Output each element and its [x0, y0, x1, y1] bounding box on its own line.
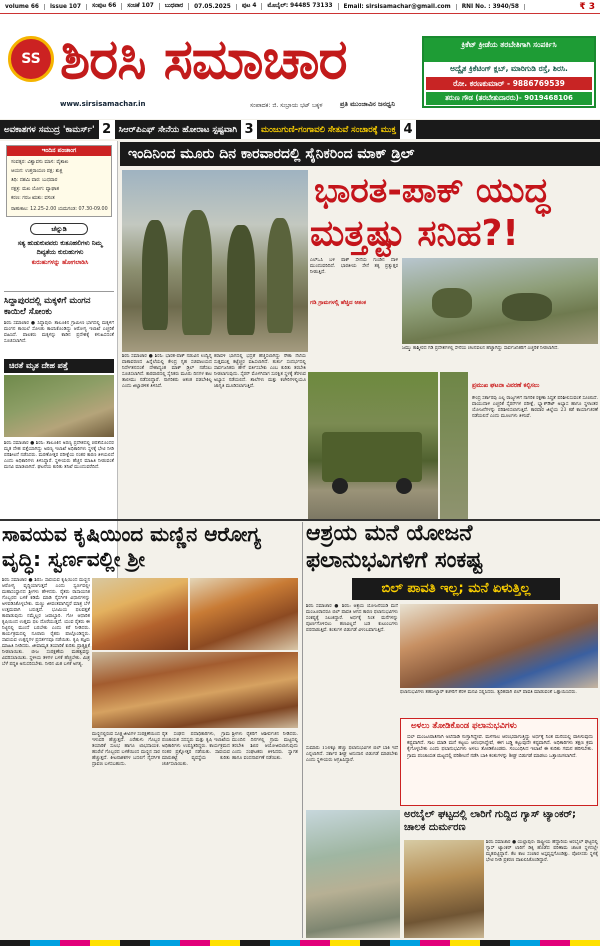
- organic-farming-headline[interactable]: ಸಾವಯವ ಕೃಷಿಯಿಂದ ಮಣ್ಣಿನ ಆರೋಗ್ಯ ವೃದ್ಧಿ: ಸ್ವರ್ಣವಲ್ಲೀ ಶ್ರೀ: [2, 522, 261, 571]
- email: Email: sirsisamachar@gmail.com: [339, 4, 457, 10]
- almanac-row: ತಿಥಿ: ದಶಮಿ ವಾರ: ಬುಧವಾರ: [11, 178, 58, 183]
- masthead: [0, 14, 600, 119]
- teaser-page-4[interactable]: ಮಂಜುಗುಣಿ-ಗಂಗಾವಲಿ ಸೇತುವೆ ಸಂಚಾರಕ್ಕೆ ಮುಕ್ತ: [261, 124, 397, 135]
- ad-title: ಕ್ರಿಕೆಟ್ ಕ್ರೀಡೆಯ ತರಬೇತಿಗಾಗಿ ಸಂಪರ್ಕಿಸಿ: [424, 38, 594, 62]
- main-story-col-2: ಕರಾವಳಿ ಭಾಗದಲ್ಲಿ ಭದ್ರತೆ ಹೆಚ್ಚಿಸಲಾಗಿದ್ದು ನೌಕಾ ನೆಲೆಯ ಸುತ್ತಮುತ್ತ ಕಟ್ಟೆಚ್ಚರ ವಹಿಸಲಾಗಿದೆ. ತುರ್ತು ಸಂದರ್ಭದಲ್ಲಿ ಸಾರ್ವಜನಿಕರು ಹೇಗೆ ವರ್ತಿಸಬೇಕು ಎಂಬ ಕುರಿತು ತರಬೇತಿ ನೀಡಲಾಗುವುದು. ಸೈರನ್ ಮೊಳಗಿದಾಗ ಸುರಕ್ಷಿತ ಸ್ಥಳಕ್ಕೆ ತೆರಳುವ ಅಭ್ಯಾಸ ನಡೆಯಲಿದೆ. ಶಾಲೆಗಳು ಮತ್ತು ಕಚೇರಿಗಳಲ್ಲಿಯೂ ಜಾಗೃತಿ ಮೂಡಿಸಲಾಗುತ್ತಿದೆ.: [214, 354, 306, 389]
- housing-scheme-subhead: ಬಿಲ್ ಪಾವತಿ ಇಲ್ಲ; ಮನೆ ಏಳುತ್ತಿಲ್ಲ: [352, 578, 560, 600]
- almanac-row: ಸಂವತ್ಸರ: ವಿಶ್ವಾವಸು ಮಾಸ: ವೈಶಾಖ: [11, 160, 69, 165]
- housing-story-col-1: ಶಿರಸಿ ಸಮಾಚಾರ ● ಶಿರಸಿ: ಆಶ್ರಯ ಯೋಜನೆಯಡಿ ಮನೆ ಮಂಜೂರಾದರೂ ಬಿಲ್ ಪಾವತಿ ಆಗದ ಕಾರಣ ಫಲಾನುಭವಿಗಳು ಸಂಕಷ್ಟಕ್ಕೆ ಸಿಲುಕಿದ್ದಾರೆ. ಅರ್ಧಕ್ಕೆ ನಿಂತ ಮನೆಗಳನ್ನು ಪೂರ್ಣಗೊಳಿಸಲು ಹಣವಿಲ್ಲದೆ ಬಡ ಕುಟುಂಬಗಳು ಪರದಾಡುತ್ತಿವೆ. ಕಂತುಗಳ ಬಿಡುಗಡೆ ವಿಳಂಬವಾಗುತ್ತಿದೆ.: [306, 604, 398, 633]
- organic-story-col-2: ಮಣ್ಣಿನಲ್ಲಿರುವ ಸೂಕ್ಷ್ಮಜೀವಿಗಳ ಸಂರಕ್ಷಣೆಯಿಂದ ಇಳುವರಿ ಹೆಚ್ಚುತ್ತದೆ. ಎರೆಹುಳು ಗೊಬ್ಬರ ತಯಾರಿಕೆ ಸುಲಭ ಹಾಗೂ ಲಾಭದಾಯಕ. ಹಸಿರೆಲೆ ಗೊಬ್ಬರದ ಬಳಕೆಯಿಂದ ಮಣ್ಣಿನ ಸಾರ ಹೆಚ್ಚುತ್ತದೆ. ಕೀಟನಾಶಕಗಳ ಬದಲಿಗೆ ನೈಸರ್ಗಿಕ ದ್ರಾವಣ ಬಳಸಬಹುದು.: [92, 732, 160, 767]
- left-story-headline[interactable]: ಸಿದ್ದಾಪುರದಲ್ಲಿ ಮಕ್ಕಳಿಗೆ ಮಂಗನ ಕಾಯಿಲೆ ಸೋಂಕು: [4, 296, 91, 317]
- day: ಬುಧವಾರ: [160, 3, 189, 10]
- housing-story-col-2: ಫಲಾನುಭವಿಗಳು ತಹಸೀಲ್ದಾರ್ ಕಚೇರಿಗೆ ತೆರಳಿ ಮನವಿ ಸಲ್ಲಿಸಿದರು. ತ್ವರಿತವಾಗಿ ಬಿಲ್ ಪಾವತಿ ಮಾಡುವಂತೆ ಒತ್ತಾಯಿಸಿದರು.: [400, 690, 577, 695]
- main-story-col-1: ಶಿರಸಿ ಸಮಾಚಾರ ● ಶಿರಸಿ: ಭಾರತ-ಪಾಕ್ ನಡುವಿನ ಉದ್ವಿಗ್ನ ವಾತಾವರಣದ ಹಿನ್ನೆಲೆಯಲ್ಲಿ ಕೇಂದ್ರ ಗೃಹ ಸಚಿವಾಲಯದ ನಿರ್ದೇಶನದಂತೆ ದೇಶಾದ್ಯಂತ ಮಾಕ್ ಡ್ರಿಲ್ ನಡೆಸಲು ಸೂಚಿಸಲಾಗಿದೆ. ಕಾರವಾರದಲ್ಲಿ ಸೈನಿಕರು ಮೂರು ದಿನಗಳ ಕಾಲ ತಾಲೀಮು ನಡೆಸಲಿದ್ದಾರೆ. ನಾಗರಿಕರು ಆತಂಕ ಪಡಬೇಕಿಲ್ಲ ಎಂದು ಜಿಲ್ಲಾಡಳಿತ ತಿಳಿಸಿದೆ.: [122, 354, 212, 389]
- cricket-club-ad: [422, 36, 596, 108]
- left-story-body: ಶಿರಸಿ ಸಮಾಚಾರ ● ಸಿದ್ದಾಪುರ: ತಾಲೂಕಿನ ಗ್ರಾಮೀಣ ಭಾಗದಲ್ಲಿ ಮಕ್ಕಳಿಗೆ ಮಂಗನ ಕಾಯಿಲೆ ಸೋಂಕು ಕಾಣಿಸಿಕೊಂಡಿದ್ದು ಆರೋಗ್ಯ ಇಲಾಖೆ ಎಚ್ಚರಿಕೆ ವಹಿಸಿದೆ. ಪಾಲಕರು ಮಕ್ಕಳನ್ನು ಕಾಡಿನ ಪ್ರದೇಶಕ್ಕೆ ಕಳುಹಿಸದಂತೆ ಸೂಚಿಸಲಾಗಿದೆ.: [4, 321, 114, 344]
- main-headline-bar[interactable]: ಇಂದಿನಿಂದ ಮೂರು ದಿನ ಕಾರವಾರದಲ್ಲಿ ಸೈನಿಕರಿಂದ ಮಾಕ್ ಡ್ರಿಲ್: [120, 142, 600, 166]
- tagline: ಪ್ರತಿ ಮುಂಜಾವಿನ ಜನಧ್ವನಿ: [340, 100, 395, 108]
- almanac-row: ರಾಹುಕಾಲ: 12.25-2.00 ಯಮಗಂಡ: 07.30-09.00: [11, 207, 108, 212]
- almanac-title: ಇಂದಿನ ಪಂಚಾಂಗ: [7, 146, 111, 156]
- beneficiaries-box-headline: ಅಳಲು ತೋಡಿಕೊಂಡ ಫಲಾನುಭವಿಗಳು: [411, 721, 517, 731]
- editor-credit: ಸಂಪಾದಕ: ಜಿ. ಸುಬ್ರಾಯ ಭಟ್ ಬಕ್ಕಳ: [250, 102, 323, 109]
- teaser-page-3[interactable]: ಸಿಆರ್‌ಪಿಎಫ್ ಸೇನೆಯ ಹೋರಾಟ ಸ್ಪಷ್ಟವಾಗಿ: [118, 124, 238, 135]
- volume-en: volume 66: [0, 4, 45, 10]
- tanker-accident-body: ಶಿರಸಿ ಸಮಾಚಾರ ● ಯಲ್ಲಾಪುರ: ರಾಷ್ಟ್ರೀಯ ಹೆದ್ದಾರಿಯ ಅರಬೈಲ್ ಘಟ್ಟದಲ್ಲಿ ಗ್ಯಾಸ್ ಟ್ಯಾಂಕರ್ ಲಾರಿಗೆ ಡಿಕ್ಕಿ ಹೊಡೆದ ಪರಿಣಾಮ ಚಾಲಕ ಸ್ಥಳದಲ್ಲೇ ಮೃತಪಟ್ಟಿದ್ದಾನೆ. ಕೆಲ ಕಾಲ ಸಂಚಾರ ಅಸ್ತವ್ಯಸ್ತಗೊಂಡಿತ್ತು. ಪೊಲೀಸರು ಸ್ಥಳಕ್ಕೆ ಭೇಟಿ ನೀಡಿ ಪ್ರಕರಣ ದಾಖಲಿಸಿಕೊಂಡಿದ್ದಾರೆ.: [486, 840, 598, 863]
- organic-story-col-3: ರೈತ ಸಂಘದ ಪದಾಧಿಕಾರಿಗಳು, ಗ್ರಾಮ ಪಂಚಾಯತ ಸದಸ್ಯರು ಮತ್ತು ಕೃಷಿ ಇಲಾಖೆಯ ಅಧಿಕಾರಿಗಳು ಉಪಸ್ಥಿತರಿದ್ದರು. ಕಾರ್ಯಕ್ರಮದ ನಂತರ ಪ್ರಶ್ನೋತ್ತರ ನಡೆಯಿತು. ಸಾವಯವ ಮಾರುಕಟ್ಟೆ ವ್ಯವಸ್ಥೆಯ ಕುರಿತು ಚರ್ಚಿಸಲಾಯಿತು.: [162, 732, 230, 767]
- ceremony-photo: [92, 652, 298, 728]
- tanker-accident-headline[interactable]: ಅರಬೈಲ್ ಘಟ್ಟದಲ್ಲಿ ಲಾರಿಗೆ ಗುದ್ದಿದ ಗ್ಯಾಸ್ ಟ್ಯಾಂಕರ್; ಚಾಲಕ ದುರ್ಮರಣ: [404, 809, 577, 833]
- war-story-subhead: ಗಡಿ ಗ್ರಾಮಗಳಲ್ಲಿ ಹೆಚ್ಚಿದ ಆತಂಕ: [310, 300, 366, 306]
- event-photo: [190, 578, 298, 650]
- leopard-story-headline[interactable]: ಚಿರತೆ ಮೃತ ದೇಹ ಪತ್ತೆ: [4, 359, 114, 373]
- teaser-page-3-number: 3: [241, 120, 257, 139]
- teaser-page-4-number: 4: [400, 120, 416, 139]
- organic-story-col-1: ಶಿರಸಿ ಸಮಾಚಾರ ● ಶಿರಸಿ: ಸಾವಯವ ಕೃಷಿಯಿಂದ ಮಣ್ಣಿನ ಆರೋಗ್ಯ ವೃದ್ಧಿಯಾಗುತ್ತದೆ ಎಂದು ಸ್ವರ್ಣವಲ್ಲೀ ಮಹಾಸಂಸ್ಥಾನದ ಶ್ರೀಗಳು ಹೇಳಿದರು. ರೈತರು ರಾಸಾಯನಿಕ ಗೊಬ್ಬರದ ಬಳಕೆ ಕಡಿಮೆ ಮಾಡಿ ನೈಸರ್ಗಿಕ ವಿಧಾನಗಳನ್ನು ಅಳವಡಿಸಿಕೊಳ್ಳಬೇಕು. ಮಣ್ಣು ಜೀವಂತವಾಗಿದ್ದರೆ ಮಾತ್ರ ಬೆಳೆ ಉತ್ತಮವಾಗಿ ಬರುತ್ತದೆ. ಭೂಮಿಯ ಫಲವತ್ತತೆ ಕಾಪಾಡುವುದು ನಮ್ಮೆಲ್ಲರ ಜವಾಬ್ದಾರಿ. ಗೋ ಆಧಾರಿತ ಕೃಷಿಯಿಂದ ಉತ್ತಮ ಫಲ ದೊರೆಯುತ್ತದೆ. ಯುವ ರೈತರು ಈ ನಿಟ್ಟಿನಲ್ಲಿ ಮುಂದೆ ಬರಬೇಕು ಎಂದು ಕರೆ ನೀಡಿದರು. ಕಾರ್ಯಕ್ರಮದಲ್ಲಿ ನೂರಾರು ರೈತರು ಪಾಲ್ಗೊಂಡಿದ್ದರು. ಸಾವಯವ ಉತ್ಪನ್ನಗಳ ಪ್ರದರ್ಶನವೂ ನಡೆಯಿತು. ಕೃಷಿ ತಜ್ಞರು ಮಾಹಿತಿ ನೀಡಿದರು. ಜೀವಾಮೃತ ತಯಾರಿಕೆ ಕುರಿತು ಪ್ರಾತ್ಯಕ್ಷಿಕೆ ನೀಡಲಾಯಿತು. ಬೀಜ ಸಂರಕ್ಷಣೆಯ ಮಹತ್ವವನ್ನು ವಿವರಿಸಲಾಯಿತು. ಸ್ಥಳೀಯ ತಳಿಗಳ ಬಳಕೆ ಹೆಚ್ಚಬೇಕು. ಮಿಶ್ರ ಬೆಳೆ ಪದ್ಧತಿ ಅನುಸರಿಸಬೇಕು. ನೀರಿನ ಮಿತ ಬಳಕೆ ಅಗತ್ಯ.: [2, 578, 90, 667]
- newspaper-name: ಶಿರಸಿ ಸಮಾಚಾರ: [60, 27, 347, 91]
- housing-story-col-3: ಸುಮಾರು 150ಕ್ಕೂ ಹೆಚ್ಚು ಫಲಾನುಭವಿಗಳ ಬಿಲ್ ಬಾಕಿ ಇದೆ ಎನ್ನಲಾಗಿದೆ. ಸರ್ಕಾರ ಶೀಘ್ರ ಅನುದಾನ ಬಿಡುಗಡೆ ಮಾಡಬೇಕು ಎಂದು ಸ್ಥಳೀಯರು ಆಗ್ರಹಿಸಿದ್ದಾರೆ.: [306, 746, 398, 763]
- phone: ಮೊಬೈಲ್: 94485 73133: [262, 3, 338, 10]
- tanker-accident-photo: [306, 810, 400, 938]
- organic-story-col-4: ಶ್ರೀಗಳು ರೈತರಿಗೆ ಆಶೀರ್ವಚನ ನೀಡಿದರು. ಮುಂದಿನ ದಿನಗಳಲ್ಲಿ ಗ್ರಾಮ ಮಟ್ಟದಲ್ಲಿ ತರಬೇತಿ ಶಿಬಿರ ಆಯೋಜಿಸಲಾಗುವುದು ಎಂದು ಸಂಘಟಕರು ತಿಳಿಸಿದರು. ಸ್ವಾಗತ ಹಾಗೂ ವಂದನಾರ್ಪಣೆ ನಡೆಯಿತು.: [232, 732, 298, 761]
- teaser-page-2[interactable]: ಅವಕಾಶಗಳ ಸಮುದ್ರ 'ಕಾಮರ್ಸ್': [4, 124, 95, 135]
- inside-pages-bar: [0, 120, 600, 139]
- quote-badge: ಚೆನ್ನುಡಿ: [30, 223, 88, 235]
- army-drill-photo: [402, 258, 598, 344]
- issue-kn: ಸಂಚಿಕೆ 107: [122, 3, 160, 10]
- tanker-driver-photo: [404, 840, 484, 938]
- print-color-strip: [0, 940, 600, 946]
- teaser-page-2-number: 2: [99, 120, 115, 139]
- volume-kn: ಸಂಪುಟ 66: [87, 3, 122, 10]
- beneficiaries-photo: [400, 604, 598, 688]
- housing-scheme-headline[interactable]: ಆಶ್ರಯ ಮನೆ ಯೋಜನೆ ಫಲಾನುಭವಿಗಳಿಗೆ ಸಂಕಷ್ಟ: [306, 521, 483, 573]
- war-story-intro-text: ಎಲ್‌ಒಸಿ ಬಳಿ ಪಾಕ್ ಸೇನೆಯ ಗುಂಡಿನ ದಾಳಿ ಮುಂದುವರಿದಿದೆ. ಭಾರತೀಯ ಸೇನೆ ತಕ್ಕ ಪ್ರತ್ಯುತ್ತರ ನೀಡುತ್ತಿದೆ.: [310, 258, 398, 275]
- army-truck-photo: [308, 372, 438, 520]
- rni-number: RNI No. : 3940/58: [457, 4, 525, 10]
- almanac-row: ಕರಣ: ಗರಜ ಋತು: ವಸಂತ: [11, 196, 55, 201]
- top-strip: [0, 0, 600, 14]
- almanac-box: [6, 145, 112, 217]
- leopard-story-body: ಶಿರಸಿ ಸಮಾಚಾರ ● ಶಿರಸಿ: ತಾಲೂಕಿನ ಅರಣ್ಯ ಪ್ರದೇಶದಲ್ಲಿ ಚಿರತೆಯೊಂದರ ಮೃತ ದೇಹ ಪತ್ತೆಯಾಗಿದ್ದು ಅರಣ್ಯ ಇಲಾಖೆ ಅಧಿಕಾರಿಗಳು ಸ್ಥಳಕ್ಕೆ ಭೇಟಿ ನೀಡಿ ಪರಿಶೀಲನೆ ನಡೆಸಿದರು. ಮರಣೋತ್ತರ ಪರೀಕ್ಷೆಯ ನಂತರ ಕಾರಣ ತಿಳಿಯಲಿದೆ ಎಂದು ಅಧಿಕಾರಿಗಳು ತಿಳಿಸಿದ್ದಾರೆ. ಸ್ಥಳೀಯರು ಹೆಚ್ಚಿನ ಮಾಹಿತಿ ನೀಡುವಂತೆ ಮನವಿ ಮಾಡಲಾಗಿದೆ. ಘಟನೆಯ ಕುರಿತು ತನಿಖೆ ಮುಂದುವರೆದಿದೆ.: [4, 441, 114, 470]
- issue-en: issue 107: [45, 4, 87, 10]
- newspaper-logo-icon: SS: [8, 36, 54, 82]
- website-link[interactable]: www.sirsisamachar.in: [60, 100, 146, 108]
- main-story-col-4: ಕೇಂದ್ರ ಸರ್ಕಾರವು ಎಲ್ಲ ರಾಜ್ಯಗಳಿಗೆ ನಾಗರಿಕ ರಕ್ಷಣಾ ಸಿದ್ಧತೆ ಪರಿಶೀಲಿಸುವಂತೆ ಸೂಚಿಸಿದೆ. ವಾಯುದಾಳಿ ಎಚ್ಚರಿಕೆ ಸೈರನ್‌ಗಳ ಪರೀಕ್ಷೆ, ಬ್ಲ್ಯಾಕ್‌ಔಟ್ ಅಭ್ಯಾಸ ಹಾಗೂ ಸ್ಥಳಾಂತರ ಯೋಜನೆಗಳನ್ನು ಪರಿಶೀಲಿಸಲಾಗುತ್ತಿದೆ. ಕಾರವಾರ ಜಿಲ್ಲೆಯ 23 ಕಡೆ ಕಾರ್ಯಾಚರಣೆ ನಡೆಯಲಿದೆ ಎಂದು ಮೂಲಗಳು ತಿಳಿಸಿವೆ.: [472, 396, 598, 419]
- beneficiaries-box-body: ಬಿಲ್ ಮಂಜೂರಾತಿಗಾಗಿ ಅಲೆದಾಡಿ ಸುಸ್ತಾಗಿದ್ದೇವೆ. ಮಳೆಗಾಲ ಆರಂಭವಾಗುತ್ತಿದ್ದು ಅರ್ಧಕ್ಕೆ ನಿಂತ ಮನೆಯಲ್ಲಿ ವಾಸಿಸುವುದು ಕಷ್ಟವಾಗಿದೆ. ಸಾಲ ಮಾಡಿ ಮನೆ ಕಟ್ಟಲು ಆರಂಭಿಸಿದ್ದೇವೆ, ಈಗ ಬಡ್ಡಿ ಕಟ್ಟುವುದೇ ಕಷ್ಟವಾಗಿದೆ. ಅಧಿಕಾರಿಗಳು ತಕ್ಷಣ ಕ್ರಮ ಕೈಗೊಳ್ಳಬೇಕು ಎಂದು ಫಲಾನುಭವಿಗಳು ಅಳಲು ತೋಡಿಕೊಂಡರು. ಸಂಬಂಧಿಸಿದ ಇಲಾಖೆ ಈ ಕುರಿತು ಗಮನ ಹರಿಸಬೇಕು. ಗ್ರಾಮ ಪಂಚಾಯತ ಮಟ್ಟದಲ್ಲಿ ಪರಿಶೀಲನೆ ನಡೆಸಿ ಬಾಕಿ ಕಂತುಗಳನ್ನು ಶೀಘ್ರ ಬಿಡುಗಡೆ ಮಾಡಲು ಒತ್ತಾಯಿಸಲಾಗಿದೆ.: [407, 735, 593, 759]
- pages: ಪುಟ 4: [237, 3, 263, 10]
- almanac-row: ನಕ್ಷತ್ರ: ಮಖ ಯೋಗ: ವ್ಯಾಘಾತ: [11, 187, 60, 192]
- main-story-col-3: ಜಮ್ಮು ಕಾಶ್ಮೀರದ ಗಡಿ ಪ್ರದೇಶಗಳಲ್ಲಿ ಸೇನೆಯ ಚಲನವಲನ ಹೆಚ್ಚಾಗಿದ್ದು ಸಾರ್ವಜನಿಕರಿಗೆ ಎಚ್ಚರಿಕೆ ನೀಡಲಾಗಿದೆ.: [402, 346, 559, 351]
- quote-link: ಕುರುಹುಗಳನ್ನು ಹೋಗಲಾಡಿಸಿ: [31, 259, 89, 266]
- date: 07.05.2025: [189, 4, 237, 10]
- beneficiaries-box: [400, 718, 598, 806]
- soldiers-photo: [122, 170, 308, 352]
- ad-contact-1: ರೋ. ಕರಣಕುಮಾರ್ - 9886769539: [426, 77, 592, 90]
- almanac-row: ಆಯನ: ಉತ್ತರಾಯಣ ಪಕ್ಷ: ಶುಕ್ಲ: [11, 169, 63, 174]
- quote-text: ಸತ್ಯ ಹುಡುಕುವವರು ಕುತೂಹಲಿಗಳು ನಿಮ್ಮ ದಿವ್ಯತೆಯ ಕುರುಹುಗಳು: [17, 240, 103, 256]
- right-story-subhead: ಪ್ರಮುಖ ಘಟನಾ ವಿವರಣೆ ಕಲ್ಪಿಸಲು: [472, 382, 540, 389]
- ad-contact-2: ತರುಣ ಗೌಡ (ತರಬೇತುದಾರರು)- 9019468106: [426, 92, 592, 105]
- ad-club-name: ಅದ್ವೈತ ಕ್ರಿಕೆಟಿಂಗ್ ಕ್ಲಬ್, ಮಾರಿಗುಡಿ ರಸ್ತೆ, ಶಿರಸಿ.: [450, 64, 568, 73]
- war-headline-line-2[interactable]: ಮತ್ತಷ್ಟು ಸನಿಹ?!: [310, 213, 519, 254]
- army-truck-photo-edge: [440, 372, 468, 520]
- swami-photo: [92, 578, 188, 650]
- war-headline-line-1[interactable]: ಭಾರತ-ಪಾಕ್ ಯುದ್ಧ: [314, 171, 550, 211]
- war-story-intro: [310, 258, 398, 368]
- price: ₹ 3: [579, 1, 595, 12]
- leopard-photo: [4, 375, 114, 437]
